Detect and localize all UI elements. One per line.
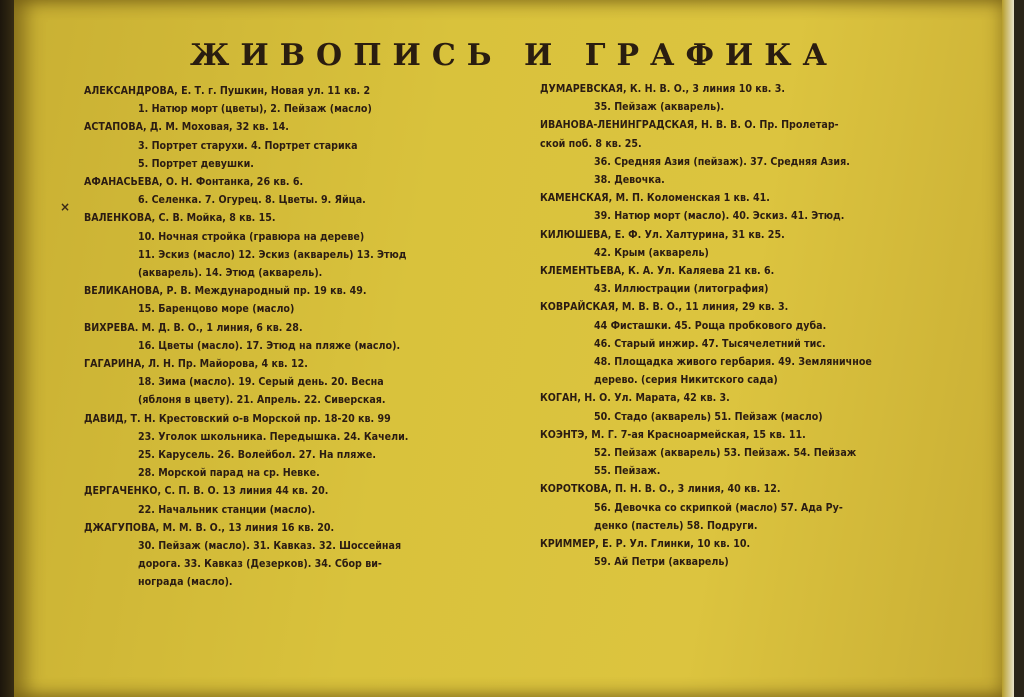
works-line: 55. Пейзаж. [594,465,661,478]
works-line: 16. Цветы (масло). 17. Этюд на пляже (масло). [138,339,401,352]
works-line: 35. Пейзаж (акварель). [594,101,725,114]
works-line: (акварель). 14. Этюд (акварель). [138,267,323,280]
works-line: (яблоня в цвету). 21. Апрель. 22. Сиверская. [138,394,386,407]
page-edge [1002,0,1014,697]
margin-mark: × [60,200,71,214]
artist-heading: КОГАН, Н. О. Ул. Марата, 42 кв. 3. [540,392,730,405]
artist-heading-cont: ской поб. 8 кв. 25. [540,137,642,150]
works-line: 15. Баренцово море (масло) [138,303,295,316]
works-line: дорога. 33. Кавказ (Дезерков). 34. Сбор ви- [138,558,382,571]
artist-heading: ВАЛЕНКОВА, С. В. Мойка, 8 кв. 15. [84,212,276,225]
artist-heading: ДЕРГАЧЕНКО, С. П. В. О. 13 линия 44 кв. 20. [84,485,329,498]
page-title: ЖИВОПИСЬ И ГРАФИКА [190,38,838,73]
works-line: 23. Уголок школьника. Передышка. 24. Качели. [138,430,409,443]
catalog-entry [84,173,524,209]
right-column [540,80,980,571]
catalog-entry [84,355,524,410]
catalog-entry [84,282,524,318]
artist-heading: КРИММЕР, Е. Р. Ул. Глинки, 10 кв. 10. [540,538,751,551]
works-line: 18. Зима (масло). 19. Серый день. 20. Весна [138,376,384,389]
catalog-entry [540,389,980,425]
works-line: дерево. (серия Никитского сада) [594,374,778,387]
catalog-entry [540,298,980,389]
artist-heading: ДУМАРЕВСКАЯ, К. Н. В. О., 3 линия 10 кв. 3. [540,83,785,95]
works-line: 52. Пейзаж (акварель) 53. Пейзаж. 54. Пейзаж [594,447,857,460]
works-line: 6. Селенка. 7. Огурец. 8. Цветы. 9. Яйца. [138,194,366,207]
works-line: нограда (масло). [138,576,233,589]
catalog-entry [84,482,524,518]
works-line: 22. Начальник станции (масло). [138,503,316,516]
artist-heading: ГАГАРИНА, Л. Н. Пр. Майорова, 4 кв. 12. [84,358,308,371]
catalog-entry [540,426,980,481]
works-line: 43. Иллюстрации (литография) [594,283,769,296]
artist-heading: ВЕЛИКАНОВА, Р. В. Международный пр. 19 кв. 49. [84,285,367,298]
catalog-entry [540,116,980,189]
works-line: 44 Фисташки. 45. Роща пробкового дуба. [594,319,827,332]
catalog-entry [540,535,980,571]
works-line: 39. Натюр морт (масло). 40. Эскиз. 41. Этюд. [594,210,845,223]
catalog-entry [84,410,524,483]
catalog-entry [540,480,980,535]
left-column [84,82,524,592]
artist-heading: АСТАПОВА, Д. М. Моховая, 32 кв. 14. [84,121,289,134]
works-line: 3. Портрет старухи. 4. Портрет старика [138,139,358,152]
catalog-entry [84,519,524,592]
artist-heading: КЛЕМЕНТЬЕВА, К. А. Ул. Каляева 21 кв. 6. [540,265,775,278]
artist-heading: ИВАНОВА-ЛЕНИНГРАДСКАЯ, Н. В. В. О. Пр. Пролетар- [540,119,839,132]
catalog-entry [540,226,980,262]
catalog-entry [540,189,980,225]
catalog-entry [84,209,524,282]
works-line: 11. Эскиз (масло) 12. Эскиз (акварель) 13. Этюд [138,248,407,261]
artist-heading: ДАВИД, Т. Н. Крестовский о-в Морской пр. 18-20 кв. 99 [84,412,391,425]
catalog-entry [540,80,980,116]
artist-heading: КОЭНТЭ, М. Г. 7-ая Красноармейская, 15 кв. 11. [540,428,806,441]
artist-heading: АЛЕКСАНДРОВА, Е. Т. г. Пушкин, Новая ул. 11 кв. 2 [84,85,371,97]
works-line: 38. Девочка. [594,174,665,187]
catalog-entry [84,118,524,173]
works-line: 46. Старый инжир. 47. Тысячелетний тис. [594,337,826,350]
works-line: 1. Натюр морт (цветы), 2. Пейзаж (масло) [138,103,372,116]
artist-heading: АФАНАСЬЕВА, О. Н. Фонтанка, 26 кв. 6. [84,176,304,189]
artist-heading: КОРОТКОВА, П. Н. В. О., 3 линия, 40 кв. 12. [540,483,781,496]
works-line: 5. Портрет девушки. [138,157,254,170]
works-line: 10. Ночная стройка (гравюра на дереве) [138,230,365,243]
artist-heading: ДЖАГУПОВА, М. М. В. О., 13 линия 16 кв. 20. [84,521,335,534]
works-line: 59. Ай Петри (акварель) [594,556,729,569]
works-line: 56. Девочка со скрипкой (масло) 57. Ада Ру- [594,501,843,514]
artist-heading: ВИХРЕВА. М. Д. В. О., 1 линия, 6 кв. 28. [84,321,303,334]
catalog-entry [540,262,980,298]
works-line: 48. Площадка живого гербария. 49. Земляничное [594,356,872,369]
catalog-entry [84,82,524,118]
artist-heading: КАМЕНСКАЯ, М. П. Коломенская 1 кв. 41. [540,192,770,205]
works-line: 50. Стадо (акварель) 51. Пейзаж (масло) [594,410,823,423]
catalog-entry [84,319,524,355]
artist-heading: КИЛЮШЕВА, Е. Ф. Ул. Халтурина, 31 кв. 25. [540,228,785,241]
works-line: 42. Крым (акварель) [594,246,709,259]
artist-heading: КОВРАЙСКАЯ, М. В. В. О., 11 линия, 29 кв. 3. [540,301,789,314]
works-line: 36. Средняя Азия (пейзаж). 37. Средняя Азия. [594,155,850,168]
works-line: денко (пастель) 58. Подруги. [594,519,758,532]
works-line: 30. Пейзаж (масло). 31. Кавказ. 32. Шоссейная [138,540,402,553]
catalog-page [14,0,1014,697]
works-line: 28. Морской парад на ср. Невке. [138,467,320,480]
works-line: 25. Карусель. 26. Волейбол. 27. На пляже. [138,449,376,462]
